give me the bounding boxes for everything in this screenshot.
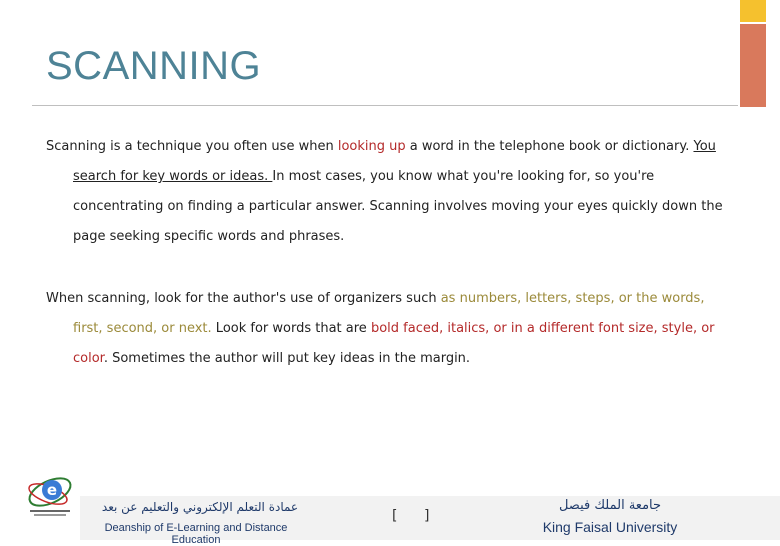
- paragraph2-line1: [46, 284, 736, 314]
- text-run: a word in the telephone book or dictionary.: [405, 139, 694, 154]
- deanship-name-english: Deanship of E-Learning and Distance Education: [104, 522, 288, 546]
- paragraph1-line1: [46, 132, 736, 162]
- emphasis-color: color: [73, 351, 104, 366]
- page-number-bracket-close: ]: [424, 508, 430, 524]
- emphasis-formatting: bold faced, italics, or in a different font size, style, or: [370, 321, 715, 336]
- e-learning-logo-icon: [22, 470, 78, 520]
- accent-bar-orange: [740, 24, 766, 107]
- underlined-text: You: [693, 139, 716, 154]
- text-run: Look for words that are: [211, 321, 371, 336]
- text-run: . Sometimes the author will put key ideas in the margin.: [103, 351, 471, 366]
- underlined-text: search for key words or ideas.: [73, 169, 273, 184]
- university-name-arabic: جامعة الملك فيصل: [558, 498, 662, 513]
- paragraph2-line3: [46, 344, 736, 374]
- deanship-name-arabic: عمادة التعلم الإلكتروني والتعليم عن بعد: [101, 500, 299, 514]
- emphasis-looking-up: looking up: [337, 139, 406, 154]
- paragraph1-line3: concentrating on finding a particular answer. Scanning involves moving your eyes quickly down the: [73, 199, 723, 214]
- accent-bar-yellow: [740, 0, 766, 22]
- text-run: Scanning is a technique you often use when: [46, 139, 338, 154]
- title-divider: [32, 105, 738, 106]
- university-name-english: King Faisal University: [542, 519, 678, 535]
- slide-title: SCANNING: [46, 44, 262, 88]
- paragraph1-line2: [46, 162, 736, 192]
- text-run: When scanning, look for the author's use of organizers such: [46, 291, 441, 306]
- emphasis-organizers: as numbers, letters, steps, or the words,: [440, 291, 705, 306]
- paragraph-organizers: [46, 284, 736, 374]
- paragraph-scanning-definition: [46, 132, 736, 252]
- svg-text:e: e: [46, 481, 58, 499]
- paragraph2-line2: [46, 314, 736, 344]
- paragraph1-line4: page seeking specific words and phrases.: [73, 229, 345, 244]
- page-number-bracket-open: [: [392, 508, 398, 524]
- emphasis-first-second-next: first, second, or next.: [73, 321, 212, 336]
- slide-footer: [0, 470, 780, 546]
- text-run: In most cases, you know what you're looking for, so you're: [272, 169, 655, 184]
